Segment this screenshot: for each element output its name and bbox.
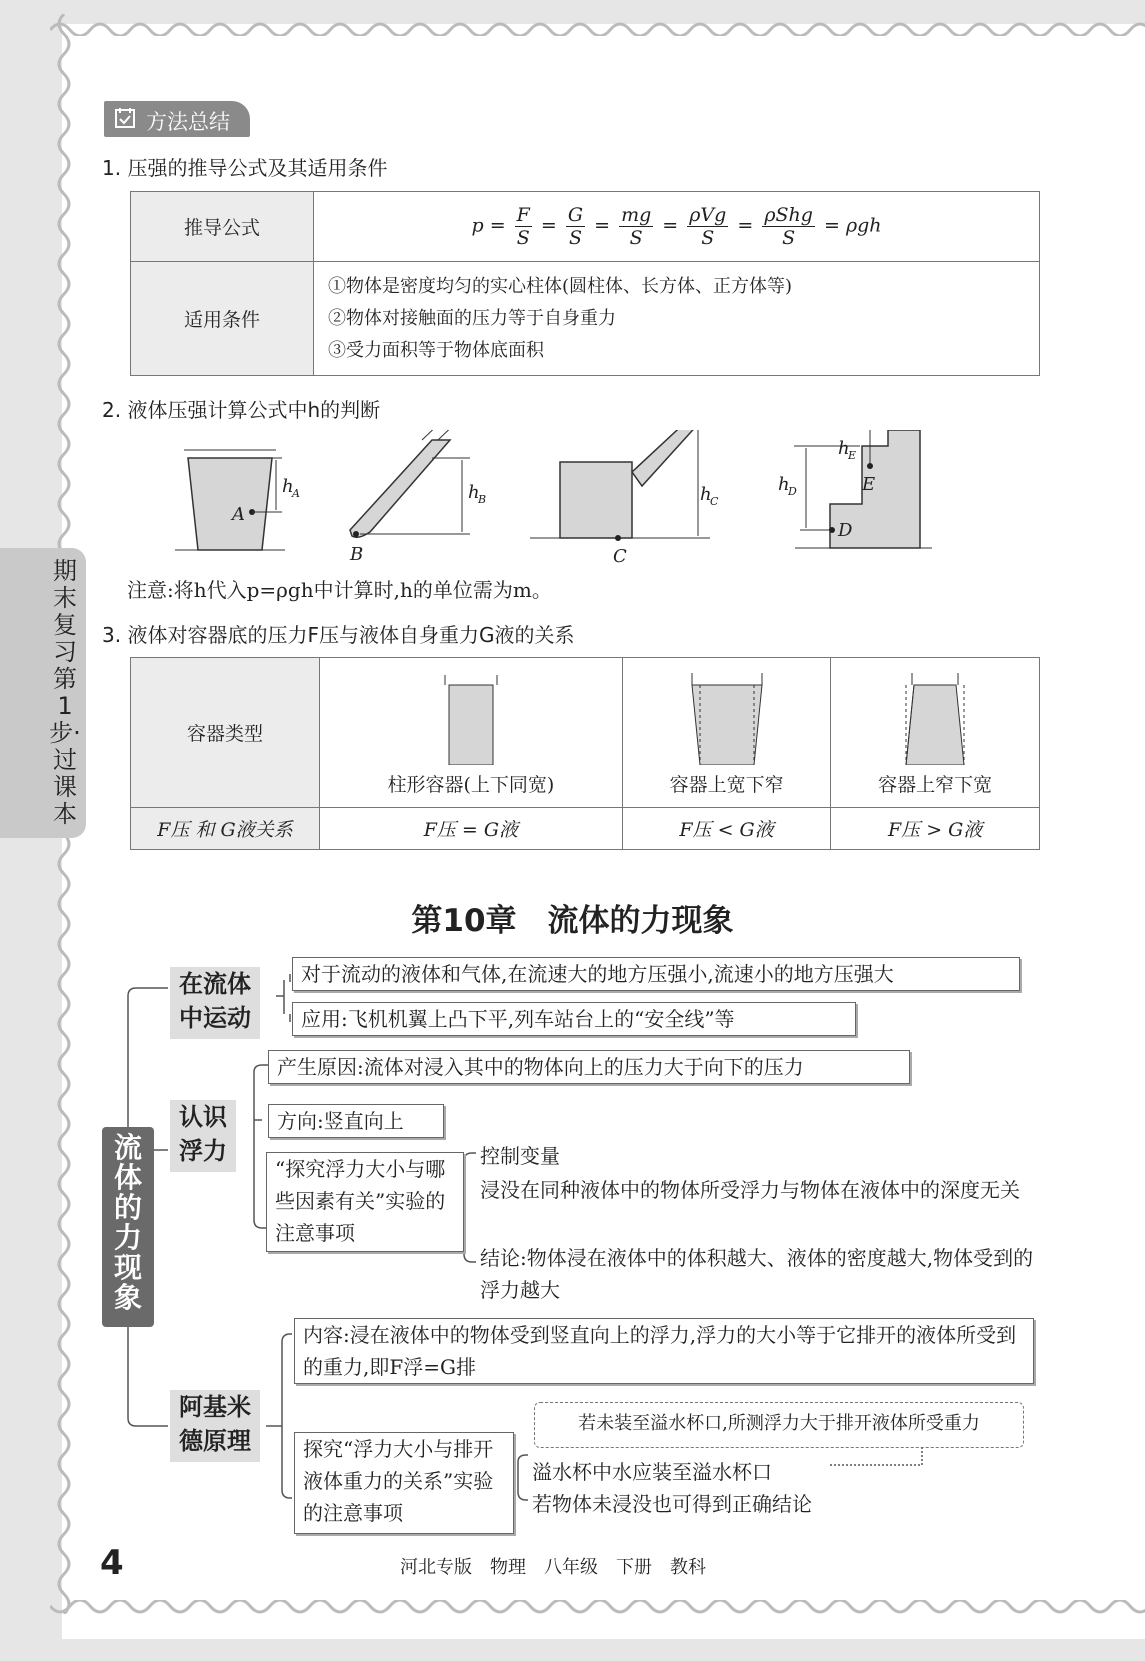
relation-equal: F压 = G液	[320, 808, 623, 850]
condition-item: ②物体对接触面的压力等于自身重力	[328, 307, 616, 329]
relation-less: F压 < G液	[622, 808, 831, 850]
relation-label: F压 和 G液关系	[131, 808, 320, 850]
branch-buoyancy: 认识浮力	[170, 1100, 236, 1172]
svg-text:B: B	[478, 493, 487, 506]
buoyancy-cause: 产生原因:流体对浸入其中的物体向上的压力大于向下的压力	[268, 1050, 910, 1084]
buoyancy-experiment: “探究浮力大小与哪些因素有关”实验的注意事项	[266, 1152, 464, 1252]
svg-text:C: C	[710, 495, 719, 508]
svg-text:D: D	[788, 485, 797, 498]
bernoulli-principle: 对于流动的液体和气体,在流速大的地方压强小,流速小的地方压强大	[292, 957, 1020, 991]
container-type-name: 容器上窄下宽	[878, 774, 993, 796]
svg-text:A: A	[292, 487, 300, 500]
experiment-item: 若物体未浸没也可得到正确结论	[532, 1492, 812, 1516]
container-type-name: 柱形容器(上下同宽)	[387, 774, 555, 796]
svg-text:h: h	[838, 438, 850, 459]
archimedes-content: 内容:浸在液体中的物体受到竖直向上的浮力,浮力的大小等于它排开的液体所受到的重力,即F浮=G排	[294, 1318, 1034, 1384]
svg-text:h: h	[282, 476, 294, 497]
svg-text:h: h	[700, 484, 712, 505]
badge-label: 方法总结	[146, 110, 230, 134]
section2-heading: 2. 液体压强计算公式中h的判断	[102, 398, 381, 422]
container-type-label: 容器类型	[131, 658, 320, 808]
side-tab-label: 期末复习第1步·过课本	[49, 557, 81, 828]
svg-text:h: h	[778, 474, 790, 495]
section1-heading: 1. 压强的推导公式及其适用条件	[102, 156, 388, 180]
experiment-item: 控制变量	[480, 1144, 560, 1168]
svg-text:h: h	[468, 482, 480, 503]
footer-text: 河北专版 物理 八年级 下册 教科	[400, 1557, 706, 1578]
pressure-formula: p = $\frac{F}{S}$ = $\frac{G}{S}$ = $\frac{mg}{S}$ = $\frac{\text{ρVg}}{S}$ = $\frac{\text{ρShg}}{S}$ = ρgh	[314, 192, 1040, 262]
branch-archimedes: 阿基米德原理	[170, 1390, 260, 1462]
svg-text:E: E	[862, 474, 876, 495]
buoyancy-direction: 方向:竖直向上	[268, 1104, 444, 1138]
archimedes-experiment: 探究“浮力大小与排开液体重力的关系”实验的注意事项	[294, 1432, 514, 1534]
bernoulli-application: 应用:飞机机翼上凸下平,列车站台上的“安全线”等	[292, 1002, 856, 1036]
condition-item: ①物体是密度均匀的实心柱体(圆柱体、长方体、正方体等)	[328, 275, 793, 297]
relation-greater: F压 > G液	[831, 808, 1040, 850]
condition-item: ③受力面积等于物体底面积	[328, 339, 544, 361]
chapter-title: 第10章 流体的力现象	[411, 903, 734, 939]
svg-text:B: B	[350, 544, 364, 565]
dashed-note: 若未装至溢水杯口,所测浮力大于排开液体所受重力	[534, 1402, 1024, 1448]
svg-text:E: E	[848, 449, 857, 462]
page-number: 4	[100, 1543, 124, 1583]
svg-text:C: C	[613, 546, 627, 567]
experiment-item: 结论:物体浸在液体中的体积越大、液体的密度越大,物体受到的浮力越大	[480, 1246, 1034, 1302]
container-type-name: 容器上宽下窄	[669, 774, 784, 796]
experiment-item: 浸没在同种液体中的物体所受浮力与物体在液体中的深度无关	[480, 1178, 1020, 1202]
svg-text:D: D	[838, 520, 853, 541]
mindmap-root: 流体的力现象	[102, 1127, 154, 1327]
unit-note: 注意:将h代入p=ρgh中计算时,h的单位需为m。	[127, 578, 552, 602]
formula-row-label: 推导公式	[131, 192, 314, 262]
section3-heading: 3. 液体对容器底的压力F压与液体自身重力G液的关系	[102, 623, 575, 647]
branch-fluid-motion: 在流体中运动	[170, 967, 260, 1039]
experiment-item: 溢水杯中水应装至溢水杯口	[532, 1460, 772, 1484]
svg-text:A: A	[232, 504, 245, 525]
condition-row-label: 适用条件	[131, 262, 314, 376]
